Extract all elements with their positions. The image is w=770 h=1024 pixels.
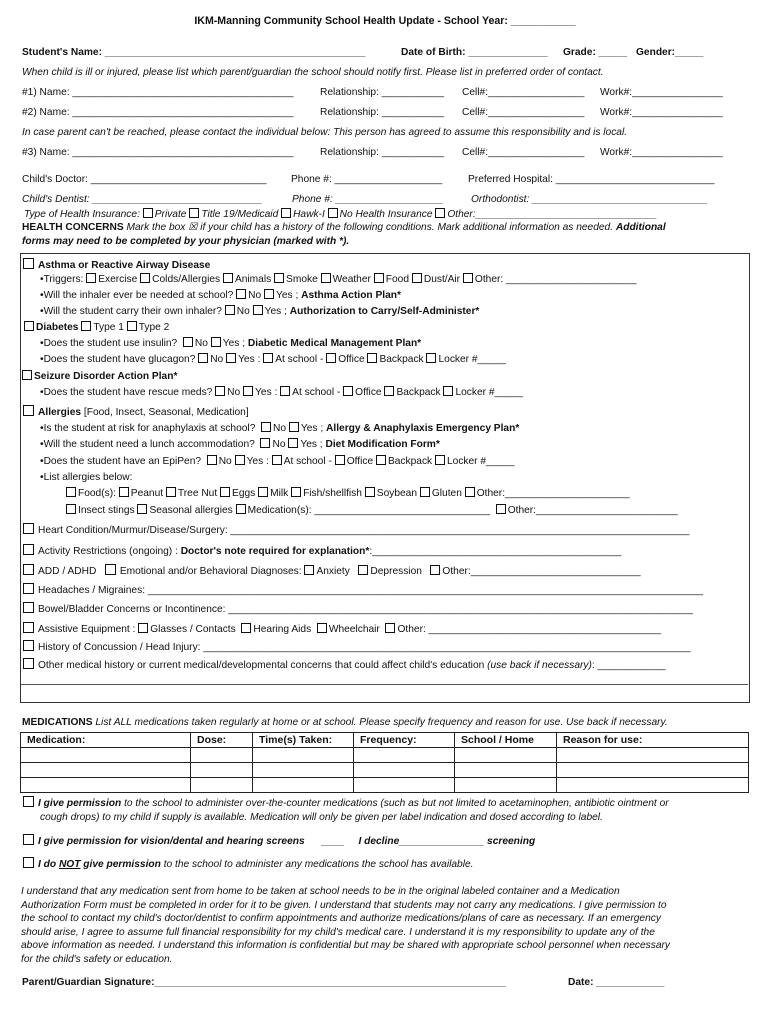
insulin-no-checkbox[interactable] bbox=[183, 337, 193, 347]
not-word: NOT bbox=[58, 859, 81, 870]
contact-instruction: When child is ill or injured, please list which parent/guardian the school should notify first. Please list in preferred order of contact. bbox=[22, 67, 604, 78]
no-permission-text: to the school to administer any medications the school has available. bbox=[160, 859, 474, 870]
doctor-phone-field[interactable]: Phone #: ___________________ bbox=[291, 174, 443, 185]
headaches-row bbox=[23, 583, 703, 597]
at-school-label: At school - bbox=[283, 456, 332, 467]
insulin-row bbox=[40, 337, 421, 350]
col-frequency: Frequency: bbox=[354, 733, 455, 748]
form-title: IKM-Manning Community School Health Update - School Year: ___________ bbox=[194, 15, 576, 27]
allergy-other-field[interactable]: Other:_________________________ bbox=[507, 505, 678, 516]
contact1-name-field[interactable]: #1) Name: _______________________________________ bbox=[22, 87, 294, 98]
table-cell[interactable] bbox=[455, 748, 557, 763]
gender-field[interactable]: Gender:_____ bbox=[636, 47, 704, 58]
contact2-work-field[interactable]: Work#:________________ bbox=[600, 107, 723, 118]
hospital-field[interactable]: Preferred Hospital: ____________________________ bbox=[468, 174, 715, 185]
emotional-checkbox[interactable] bbox=[105, 564, 116, 575]
trigger-animals-checkbox[interactable] bbox=[223, 273, 233, 283]
no-label: No bbox=[210, 354, 224, 365]
glucagon-office-checkbox[interactable] bbox=[326, 353, 336, 363]
glasses-label: Glasses / Contacts bbox=[150, 624, 236, 635]
inhaler-question-row bbox=[40, 289, 401, 302]
glucagon-question: •Does the student have glucagon? bbox=[40, 354, 196, 365]
anxiety-checkbox[interactable] bbox=[304, 565, 314, 575]
authorization-carry-label: Authorization to Carry/Self-Administer* bbox=[289, 306, 480, 317]
table-cell[interactable] bbox=[557, 748, 749, 763]
col-reason: Reason for use: bbox=[557, 733, 749, 748]
no-label: No bbox=[248, 290, 262, 301]
trigger-smoke-checkbox[interactable] bbox=[274, 273, 284, 283]
epipen-school-checkbox[interactable] bbox=[272, 455, 282, 465]
medications-table bbox=[20, 732, 749, 793]
vision-blank-field[interactable]: ____ bbox=[321, 836, 345, 847]
activity-row bbox=[23, 544, 621, 558]
health-concerns-header bbox=[22, 221, 666, 234]
understanding-paragraph bbox=[21, 885, 746, 967]
glucagon-backpack-checkbox[interactable] bbox=[367, 353, 377, 363]
table-cell[interactable] bbox=[191, 748, 253, 763]
use-back-note: (use back if necessary) bbox=[487, 660, 592, 671]
lunch-no-checkbox[interactable] bbox=[260, 438, 270, 448]
add-adhd-checkbox[interactable] bbox=[23, 564, 34, 575]
table-cell[interactable] bbox=[191, 778, 253, 793]
food-label: Food(s): bbox=[78, 488, 116, 499]
vision-permission-checkbox[interactable] bbox=[23, 834, 34, 845]
insurance-private-label: Private bbox=[154, 209, 187, 220]
hearing-aids-checkbox[interactable] bbox=[241, 623, 251, 633]
gluten-label: Gluten bbox=[431, 488, 462, 499]
at-school-label: At school - bbox=[275, 354, 324, 365]
table-cell[interactable] bbox=[21, 748, 191, 763]
trigger-dust-label: Dust/Air bbox=[423, 274, 461, 285]
decline-screening-field[interactable]: I decline_______________ screening bbox=[358, 836, 536, 847]
other-history-label: Other medical history or current medical/developmental concerns that could affect child's education bbox=[38, 660, 485, 671]
emotional-label: Emotional and/or Behavioral Diagnoses: bbox=[119, 566, 302, 577]
rescue-meds-row bbox=[40, 386, 523, 399]
lunch-question: •Will the student need a lunch accommodation? bbox=[40, 439, 255, 450]
allergies-row bbox=[23, 405, 249, 419]
glucagon-row bbox=[40, 353, 506, 366]
epipen-row bbox=[40, 455, 514, 468]
table-cell[interactable] bbox=[253, 778, 354, 793]
headaches-checkbox[interactable] bbox=[23, 583, 34, 594]
contact1-cell-field[interactable]: Cell#:_________________ bbox=[462, 87, 585, 98]
heart-field[interactable]: Heart Condition/Murmur/Disease/Surgery: _________________________________________________________________________________ bbox=[38, 525, 690, 536]
anaphylaxis-no-checkbox[interactable] bbox=[261, 422, 271, 432]
locker-field[interactable]: Locker #_____ bbox=[446, 456, 515, 467]
diabetes-title: Diabetes bbox=[36, 322, 79, 333]
insurance-other-checkbox[interactable] bbox=[435, 208, 445, 218]
seizure-checkbox[interactable] bbox=[22, 370, 32, 380]
trigger-colds-checkbox[interactable] bbox=[140, 273, 150, 283]
epipen-office-checkbox[interactable] bbox=[335, 455, 345, 465]
asthma-row bbox=[23, 258, 210, 272]
no-label: No bbox=[272, 439, 286, 450]
activity-label: Activity Restrictions (ongoing) : bbox=[38, 546, 181, 557]
medication-allergy-checkbox[interactable] bbox=[236, 504, 246, 514]
anaphylaxis-row bbox=[40, 422, 519, 435]
insulin-question: •Does the student use insulin? bbox=[40, 338, 178, 349]
locker-field[interactable]: Locker #_____ bbox=[455, 387, 523, 398]
no-permission-bold2: give permission bbox=[80, 859, 161, 870]
seasonal-checkbox[interactable] bbox=[137, 504, 147, 514]
soybean-label: Soybean bbox=[376, 488, 418, 499]
table-cell[interactable] bbox=[21, 778, 191, 793]
table-cell[interactable] bbox=[253, 763, 354, 778]
health-concerns-heading: HEALTH CONCERNS bbox=[22, 222, 124, 233]
office-label: Office bbox=[346, 456, 374, 467]
yes-label: Yes : bbox=[238, 354, 261, 365]
backpack-label: Backpack bbox=[396, 387, 441, 398]
table-row bbox=[21, 763, 749, 778]
wheelchair-label: Wheelchair bbox=[328, 624, 380, 635]
carry-no-checkbox[interactable] bbox=[225, 305, 235, 315]
bowel-field[interactable]: Bowel/Bladder Concerns or Incontinence: __________________________________________________________________________________ bbox=[38, 604, 693, 615]
milk-label: Milk bbox=[270, 488, 289, 499]
trigger-colds-label: Colds/Allergies bbox=[152, 274, 221, 285]
allergy-other-checkbox[interactable] bbox=[496, 504, 506, 514]
dob-field[interactable]: Date of Birth: ______________ bbox=[401, 47, 548, 58]
yes-label: Yes : bbox=[246, 456, 269, 467]
medications-instruction: List ALL medications taken regularly at home or at school. Please specify frequency and reason for use. Use back if necessary. bbox=[92, 717, 668, 728]
signature-field[interactable]: Parent/Guardian Signature:______________________________________________________________ bbox=[22, 977, 506, 988]
assistive-row bbox=[23, 622, 661, 636]
medication-allergy-field[interactable]: Medication(s): _______________________________ bbox=[247, 505, 491, 516]
emotional-other-field[interactable]: Other:______________________________ bbox=[442, 566, 641, 577]
backpack-label: Backpack bbox=[379, 354, 424, 365]
table-header-row bbox=[21, 733, 749, 748]
office-label: Office bbox=[338, 354, 365, 365]
no-label: No bbox=[194, 338, 208, 349]
hearing-aids-label: Hearing Aids bbox=[253, 624, 312, 635]
add-adhd-row bbox=[23, 564, 641, 578]
bowel-checkbox[interactable] bbox=[23, 602, 34, 613]
no-label: No bbox=[236, 306, 250, 317]
contact1-work-field[interactable]: Work#:________________ bbox=[600, 87, 723, 98]
yes-label: Yes ; bbox=[264, 306, 287, 317]
assistive-checkbox[interactable] bbox=[23, 622, 34, 633]
yes-label: Yes ; bbox=[222, 338, 246, 349]
lunch-row bbox=[40, 438, 440, 451]
food-other-checkbox[interactable] bbox=[465, 487, 475, 497]
diabetes-row bbox=[24, 321, 169, 334]
seasonal-label: Seasonal allergies bbox=[149, 505, 233, 516]
depression-checkbox[interactable] bbox=[358, 565, 368, 575]
contact3-work-field[interactable]: Work#:________________ bbox=[600, 147, 723, 158]
fish-checkbox[interactable] bbox=[291, 487, 301, 497]
carry-inhaler-row bbox=[40, 305, 479, 318]
anaphylaxis-yes-checkbox[interactable] bbox=[289, 422, 299, 432]
table-cell[interactable] bbox=[354, 748, 455, 763]
milk-checkbox[interactable] bbox=[258, 487, 268, 497]
trigger-other-checkbox[interactable] bbox=[463, 273, 473, 283]
eggs-checkbox[interactable] bbox=[220, 487, 230, 497]
trigger-food-label: Food bbox=[385, 274, 409, 285]
table-cell[interactable] bbox=[253, 748, 354, 763]
backup-instruction: In case parent can't be reached, please contact the individual below: This person has agreed to assume this responsibility and is local. bbox=[22, 127, 628, 138]
insurance-none-checkbox[interactable] bbox=[328, 208, 338, 218]
inhaler-no-checkbox[interactable] bbox=[236, 289, 246, 299]
yes-label: Yes ; bbox=[300, 423, 324, 434]
backpack-label: Backpack bbox=[387, 456, 433, 467]
table-row bbox=[21, 748, 749, 763]
vision-permission-label: I give permission for vision/dental and hearing screens bbox=[38, 836, 305, 847]
diabetic-plan-label: Diabetic Medical Management Plan* bbox=[247, 338, 422, 349]
seizure-row bbox=[22, 370, 177, 383]
understanding-line: should arise, I agree to assume full financial responsibility for my child's medical care. I understand it is my responsibility to update any of the bbox=[21, 926, 655, 938]
no-permission-bold1: I do bbox=[38, 859, 59, 870]
yes-label: Yes : bbox=[255, 387, 278, 398]
anxiety-label: Anxiety bbox=[316, 566, 350, 577]
glucagon-yes-checkbox[interactable] bbox=[226, 353, 236, 363]
glucagon-locker-checkbox[interactable] bbox=[426, 353, 436, 363]
medications-header bbox=[22, 716, 668, 729]
treenut-checkbox[interactable] bbox=[166, 487, 176, 497]
insurance-title19-checkbox[interactable] bbox=[189, 208, 199, 218]
understanding-line: for the child's safety or education. bbox=[21, 953, 173, 965]
trigger-exercise-label: Exercise bbox=[98, 274, 138, 285]
trigger-dust-checkbox[interactable] bbox=[412, 273, 422, 283]
insect-checkbox[interactable] bbox=[66, 504, 76, 514]
assistive-other-checkbox[interactable] bbox=[385, 623, 395, 633]
understanding-line: Authorization Form must be completed in order for it to be given. I understand that students may not carry any medications. I give permission to bbox=[21, 899, 667, 911]
rescue-no-checkbox[interactable] bbox=[215, 386, 225, 396]
eggs-label: Eggs bbox=[232, 488, 256, 499]
table-cell[interactable] bbox=[354, 763, 455, 778]
insurance-row bbox=[24, 208, 657, 221]
table-cell[interactable] bbox=[191, 763, 253, 778]
concussion-checkbox[interactable] bbox=[23, 640, 34, 651]
otc-permission-row bbox=[23, 796, 669, 810]
trigger-weather-label: Weather bbox=[332, 274, 371, 285]
assistive-label: Assistive Equipment : bbox=[38, 624, 136, 635]
additional-label: Additional bbox=[615, 222, 666, 233]
otc-permission-text2: cough drops) to my child if supply is available. Medication will only be given per label indication and dosed according to label. bbox=[40, 812, 603, 823]
health-concerns-instruction: Mark the box ☒ if your child has a history of the following conditions. Mark additional information as needed. bbox=[123, 222, 616, 233]
insurance-none-label: No Health Insurance bbox=[339, 209, 433, 220]
doctor-note-label: Doctor's note required for explanation* bbox=[180, 546, 370, 557]
add-adhd-label: ADD / ADHD bbox=[38, 566, 97, 577]
contact2-name-field[interactable]: #2) Name: _______________________________________ bbox=[22, 107, 294, 118]
type2-label: Type 2 bbox=[138, 322, 170, 333]
health-concerns-instruction2: forms may need to be completed by your physician (marked with *). bbox=[22, 236, 350, 247]
no-label: No bbox=[227, 387, 241, 398]
insurance-private-checkbox[interactable] bbox=[143, 208, 153, 218]
trigger-other-field[interactable]: Other: _______________________ bbox=[474, 274, 637, 285]
answer-line[interactable] bbox=[21, 684, 748, 685]
allergy-types: [Food, Insect, Seasonal, Medication] bbox=[83, 407, 249, 418]
col-school-home: School / Home bbox=[455, 733, 557, 748]
insurance-label: Type of Health Insurance: bbox=[24, 209, 140, 220]
signature-date-field[interactable]: Date: ____________ bbox=[568, 977, 665, 988]
rescue-locker-checkbox[interactable] bbox=[443, 386, 453, 396]
grade-field[interactable]: Grade: _____ bbox=[563, 47, 627, 58]
insurance-other-field[interactable]: Other:________________________________ bbox=[447, 209, 657, 220]
gluten-checkbox[interactable] bbox=[420, 487, 430, 497]
contact2-cell-field[interactable]: Cell#:_________________ bbox=[462, 107, 585, 118]
diabetes-type1-checkbox[interactable] bbox=[81, 321, 91, 331]
trigger-weather-checkbox[interactable] bbox=[321, 273, 331, 283]
allergies-title: Allergies bbox=[38, 407, 82, 418]
allergy-plan-label: Allergy & Anaphylaxis Emergency Plan* bbox=[326, 423, 520, 434]
dentist-phone-field[interactable]: Phone #: ___________________ bbox=[292, 194, 444, 205]
other-allergies-row bbox=[66, 504, 678, 517]
bowel-row bbox=[23, 602, 693, 616]
col-dose: Dose: bbox=[191, 733, 253, 748]
activity-checkbox[interactable] bbox=[23, 544, 34, 555]
col-medication: Medication: bbox=[21, 733, 191, 748]
asthma-action-plan-label: Asthma Action Plan* bbox=[301, 290, 401, 301]
no-permission-checkbox[interactable] bbox=[23, 857, 34, 868]
depression-label: Depression bbox=[370, 566, 422, 577]
concussion-field[interactable]: History of Concussion / Head Injury: ______________________________________________________________________________________ bbox=[38, 642, 691, 653]
dentist-field[interactable]: Child's Dentist: ______________________________ bbox=[22, 194, 263, 205]
carry-inhaler-question: •Will the student carry their own inhaler? bbox=[40, 306, 222, 317]
assistive-other-field[interactable]: Other: _________________________________________ bbox=[397, 624, 661, 635]
wheelchair-checkbox[interactable] bbox=[317, 623, 327, 633]
vision-permission-row bbox=[23, 834, 535, 848]
food-other-field[interactable]: Other:______________________ bbox=[476, 488, 630, 499]
otc-permission-text: to the school to administer over-the-counter medications (such as but not limited to acetaminophen, antibiotic ointment or bbox=[121, 798, 669, 809]
asthma-title: Asthma or Reactive Airway Disease bbox=[38, 260, 211, 271]
no-permission-row bbox=[23, 857, 473, 871]
otc-permission-checkbox[interactable] bbox=[23, 796, 34, 807]
office-label: Office bbox=[355, 387, 382, 398]
epipen-yes-checkbox[interactable] bbox=[235, 455, 245, 465]
activity-field[interactable]: :____________________________________________ bbox=[369, 546, 622, 557]
understanding-line: above information as needed. I understand this information is confidential but may be shared with appropriate school personnel when necessary bbox=[21, 940, 670, 952]
table-cell[interactable] bbox=[354, 778, 455, 793]
insect-label: Insect stings bbox=[78, 505, 135, 516]
doctor-field[interactable]: Child's Doctor: _______________________________ bbox=[22, 174, 267, 185]
rescue-meds-question: •Does the student have rescue meds? bbox=[40, 387, 213, 398]
epipen-question: •Does the student have an EpiPen? bbox=[40, 456, 202, 467]
understanding-line: the school to contact my child's doctor/dentist to confirm appointments and authorize medications/plans of care as necessary. If an emergency bbox=[21, 913, 661, 925]
glasses-checkbox[interactable] bbox=[138, 623, 148, 633]
contact2-relationship-field[interactable]: Relationship: ___________ bbox=[320, 107, 445, 118]
medications-heading: MEDICATIONS bbox=[22, 717, 93, 728]
emotional-other-checkbox[interactable] bbox=[430, 565, 440, 575]
table-cell[interactable] bbox=[557, 778, 749, 793]
other-history-checkbox[interactable] bbox=[23, 658, 34, 669]
trigger-animals-label: Animals bbox=[234, 274, 272, 285]
trigger-smoke-label: Smoke bbox=[286, 274, 318, 285]
rescue-office-checkbox[interactable] bbox=[343, 386, 353, 396]
student-name-field[interactable]: Student's Name: ______________________________________________ bbox=[22, 47, 366, 58]
diabetes-type2-checkbox[interactable] bbox=[127, 321, 137, 331]
soybean-checkbox[interactable] bbox=[365, 487, 375, 497]
contact1-relationship-field[interactable]: Relationship: ___________ bbox=[320, 87, 445, 98]
epipen-no-checkbox[interactable] bbox=[207, 455, 217, 465]
insulin-yes-checkbox[interactable] bbox=[211, 337, 221, 347]
insurance-hawki-checkbox[interactable] bbox=[281, 208, 291, 218]
diet-form-label: Diet Modification Form* bbox=[325, 439, 440, 450]
heart-row bbox=[23, 523, 689, 537]
understanding-line: I understand that any medication sent from home to be taken at school needs to be in the original labeled container and a Medication bbox=[21, 886, 620, 897]
trigger-food-checkbox[interactable] bbox=[374, 273, 384, 283]
carry-yes-checkbox[interactable] bbox=[253, 305, 263, 315]
inhaler-yes-checkbox[interactable] bbox=[264, 289, 274, 299]
epipen-backpack-checkbox[interactable] bbox=[376, 455, 386, 465]
yes-label: Yes ; bbox=[276, 290, 299, 301]
at-school-label: At school - bbox=[292, 387, 341, 398]
contact3-cell-field[interactable]: Cell#:_________________ bbox=[462, 147, 585, 158]
heart-checkbox[interactable] bbox=[23, 523, 34, 534]
insurance-title19-label: Title 19/Medicaid bbox=[201, 209, 279, 220]
trigger-exercise-checkbox[interactable] bbox=[86, 273, 96, 283]
no-label: No bbox=[273, 423, 287, 434]
col-times: Time(s) Taken: bbox=[253, 733, 354, 748]
headaches-field[interactable]: Headaches / Migraines: __________________________________________________________________________________________________ bbox=[38, 585, 704, 596]
rescue-yes-checkbox[interactable] bbox=[243, 386, 253, 396]
anaphylaxis-question: •Is the student at risk for anaphylaxis at school? bbox=[40, 423, 256, 434]
list-allergies-label: •List allergies below: bbox=[40, 472, 133, 483]
table-cell[interactable] bbox=[455, 778, 557, 793]
table-row bbox=[21, 778, 749, 793]
table-cell[interactable] bbox=[557, 763, 749, 778]
diabetes-checkbox[interactable] bbox=[24, 321, 34, 331]
rescue-school-checkbox[interactable] bbox=[280, 386, 290, 396]
other-history-field[interactable]: : ____________ bbox=[591, 660, 666, 671]
table-cell[interactable] bbox=[455, 763, 557, 778]
rescue-backpack-checkbox[interactable] bbox=[384, 386, 394, 396]
locker-field[interactable]: Locker #_____ bbox=[438, 354, 506, 365]
concussion-row bbox=[23, 640, 691, 654]
otc-permission-bold: I give permission bbox=[38, 798, 122, 809]
asthma-triggers-row bbox=[40, 273, 636, 286]
allergies-checkbox[interactable] bbox=[23, 405, 34, 416]
contact3-relationship-field[interactable]: Relationship: ___________ bbox=[320, 147, 445, 158]
triggers-label: •Triggers: bbox=[40, 274, 84, 285]
food-checkbox[interactable] bbox=[66, 487, 76, 497]
peanut-checkbox[interactable] bbox=[119, 487, 129, 497]
epipen-locker-checkbox[interactable] bbox=[435, 455, 445, 465]
seizure-title: Seizure Disorder Action Plan* bbox=[34, 371, 178, 382]
glucagon-school-checkbox[interactable] bbox=[263, 353, 273, 363]
yes-label: Yes ; bbox=[300, 439, 323, 450]
asthma-checkbox[interactable] bbox=[23, 258, 34, 269]
other-history-row bbox=[23, 658, 666, 672]
fish-label: Fish/shellfish bbox=[303, 488, 362, 499]
no-label: No bbox=[218, 456, 232, 467]
table-cell[interactable] bbox=[21, 763, 191, 778]
peanut-label: Peanut bbox=[130, 488, 164, 499]
insurance-hawki-label: Hawk-I bbox=[293, 209, 325, 220]
orthodontist-field[interactable]: Orthodontist: _______________________________ bbox=[471, 194, 708, 205]
food-allergies-row bbox=[66, 487, 630, 500]
type1-label: Type 1 bbox=[93, 322, 124, 333]
contact3-name-field[interactable]: #3) Name: _______________________________________ bbox=[22, 147, 294, 158]
treenut-label: Tree Nut bbox=[177, 488, 218, 499]
lunch-yes-checkbox[interactable] bbox=[288, 438, 298, 448]
glucagon-no-checkbox[interactable] bbox=[198, 353, 208, 363]
inhaler-question: •Will the inhaler ever be needed at school? bbox=[40, 290, 234, 301]
